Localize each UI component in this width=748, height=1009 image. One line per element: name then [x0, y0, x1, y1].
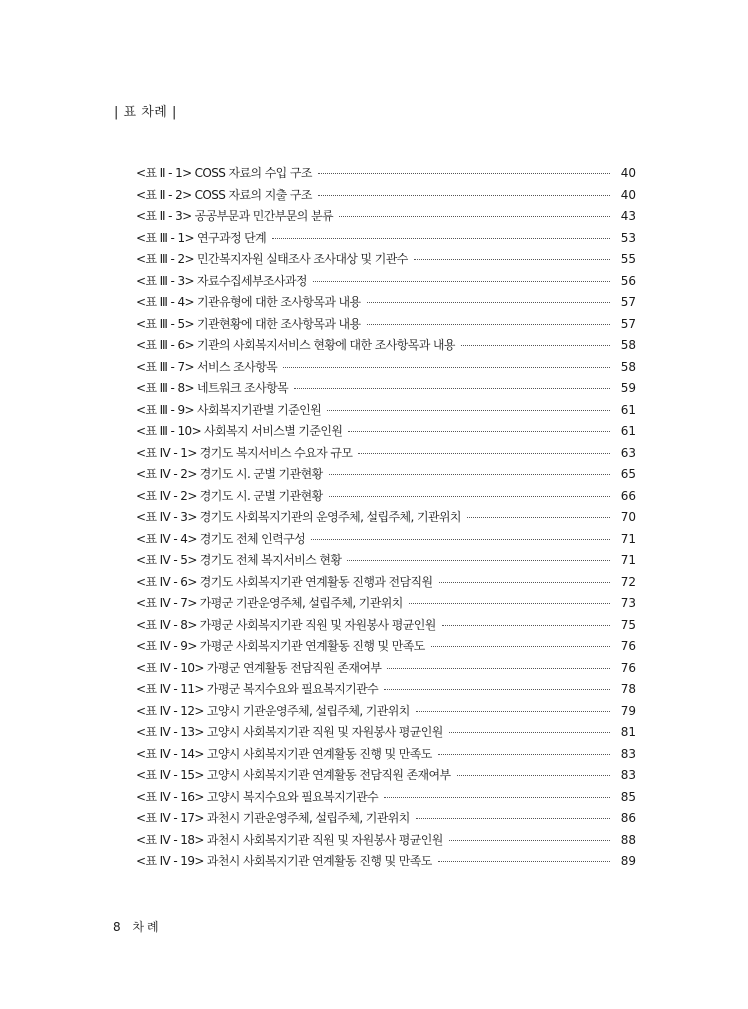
dot-leader	[439, 582, 611, 583]
dot-leader	[457, 775, 610, 776]
toc-entry[interactable]	[136, 207, 636, 229]
toc-entry-label: <표 Ⅳ - 18>	[136, 832, 204, 847]
dot-leader	[438, 861, 610, 862]
toc-entry[interactable]	[136, 788, 636, 810]
section-header: | 표 차례 |	[114, 105, 177, 120]
dot-leader	[318, 195, 610, 196]
toc-entry-page-number: 85	[620, 789, 636, 804]
toc-entry-label: <표 Ⅲ - 6>	[136, 338, 194, 352]
toc-entry[interactable]	[136, 831, 636, 853]
toc-entry-label: <표 Ⅳ - 12>	[136, 703, 204, 718]
toc-entry[interactable]	[136, 358, 636, 380]
dot-leader	[442, 625, 610, 626]
toc-entry[interactable]	[136, 487, 636, 509]
toc-entry-title: 경기도 전체 인력구성	[199, 531, 306, 546]
toc-entry[interactable]	[136, 444, 636, 466]
toc-entry-title: 사회복지기관별 기준인원	[196, 402, 322, 417]
toc-entry[interactable]	[136, 250, 636, 272]
toc-entry-title: 가평군 사회복지기관 연계활동 진행 및 만족도	[199, 639, 425, 653]
toc-entry[interactable]	[136, 465, 636, 487]
toc-entry-page-number: 78	[620, 682, 636, 696]
toc-entry-title: 네트워크 조사항목	[196, 381, 289, 395]
toc-entry[interactable]	[136, 272, 636, 294]
toc-entry-page-number: 73	[620, 596, 636, 610]
toc-entry-page-number: 86	[620, 811, 636, 825]
toc-entry-label: <표 Ⅲ - 4>	[136, 295, 194, 309]
toc-entry-label: <표 Ⅳ - 7>	[136, 596, 197, 610]
toc-entry-title: 기관의 사회복지서비스 현황에 대한 조사항목과 내용	[196, 338, 455, 352]
toc-entry-title: 과천시 기관운영주체, 설립주체, 기관위치	[206, 811, 410, 825]
toc-entry-title: 공공부문과 민간부문의 분류	[194, 209, 333, 223]
toc-entry-title: COSS 자료의 지출 구조	[194, 187, 312, 202]
toc-entry-label: <표 Ⅲ - 3>	[136, 273, 194, 288]
toc-entry-page-number: 72	[620, 574, 636, 589]
toc-entry-label: <표 Ⅳ - 16>	[136, 789, 204, 804]
toc-entry-page-number: 56	[620, 273, 636, 288]
toc-entry-title: 경기도 사회복지기관의 운영주체, 설립주체, 기관위치	[199, 510, 461, 524]
toc-entry-label: <표 Ⅳ - 13>	[136, 725, 204, 739]
toc-entry-title: 고양시 사회복지기관 연계활동 진행 및 만족도	[206, 746, 432, 761]
dot-leader	[467, 517, 610, 518]
dot-leader	[387, 668, 610, 669]
toc-entry[interactable]	[136, 852, 636, 874]
toc-entry-title: 고양시 복지수요와 필요복지기관수	[206, 789, 379, 804]
toc-entry-label: <표 Ⅱ - 3>	[136, 209, 192, 223]
dot-leader	[318, 173, 610, 174]
toc-entry-page-number: 76	[620, 639, 636, 653]
toc-entry-label: <표 Ⅳ - 17>	[136, 811, 204, 825]
toc-entry-label: <표 Ⅲ - 2>	[136, 252, 194, 266]
toc-entry-label: <표 Ⅳ - 3>	[136, 510, 197, 524]
toc-entry[interactable]	[136, 229, 636, 251]
toc-entry-title: 민간복지자원 실태조사 조사대상 및 기관수	[196, 252, 408, 266]
dot-leader	[358, 453, 610, 454]
toc-entry-label: <표 Ⅳ - 5>	[136, 553, 197, 567]
toc-entry[interactable]	[136, 680, 636, 702]
toc-entry-label: <표 Ⅲ - 9>	[136, 402, 194, 417]
toc-entry-page-number: 58	[620, 338, 636, 352]
toc-entry-page-number: 71	[620, 553, 636, 567]
toc-entry[interactable]	[136, 508, 636, 530]
toc-entry-title: 고양시 사회복지기관 직원 및 자원봉사 평균인원	[206, 725, 443, 739]
toc-entry-page-number: 76	[620, 660, 636, 675]
dot-leader	[327, 410, 610, 411]
toc-entry-page-number: 70	[620, 510, 636, 524]
toc-entry-title: 가평군 연계활동 전담직원 존재여부	[206, 660, 382, 675]
dot-leader	[313, 281, 610, 282]
dot-leader	[272, 238, 610, 239]
toc-entry[interactable]	[136, 573, 636, 595]
toc-entry-title: 연구과정 단계	[196, 230, 267, 245]
dot-leader	[384, 689, 610, 690]
toc-entry-title: 경기도 복지서비스 수요자 규모	[199, 445, 353, 460]
toc-entry-label: <표 Ⅳ - 2>	[136, 488, 197, 503]
toc-entry-title: COSS 자료의 수입 구조	[194, 166, 312, 180]
toc-entry-page-number: 81	[620, 725, 636, 739]
toc-entry-title: 가평군 사회복지기관 직원 및 자원봉사 평균인원	[199, 617, 436, 632]
toc-entry-label: <표 Ⅲ - 8>	[136, 381, 194, 395]
toc-entry-page-number: 65	[620, 467, 636, 481]
dot-leader	[348, 431, 610, 432]
toc-entry-label: <표 Ⅳ - 2>	[136, 467, 197, 481]
toc-entry[interactable]	[136, 551, 636, 573]
toc-entry-page-number: 59	[620, 381, 636, 395]
toc-entry-title: 과천시 사회복지기관 연계활동 진행 및 만족도	[206, 854, 432, 868]
toc-entry[interactable]	[136, 530, 636, 552]
toc-entry-label: <표 Ⅲ - 1>	[136, 230, 194, 245]
dot-leader	[329, 496, 610, 497]
toc-entry-label: <표 Ⅳ - 9>	[136, 639, 197, 653]
toc-entry-label: <표 Ⅱ - 2>	[136, 187, 192, 202]
dot-leader	[329, 474, 610, 475]
toc-entry-title: 가평군 기관운영주체, 설립주체, 기관위치	[199, 596, 403, 610]
dot-leader	[449, 840, 610, 841]
dot-leader	[283, 367, 610, 368]
dot-leader	[339, 216, 610, 217]
toc-entry[interactable]	[136, 637, 636, 659]
toc-entry[interactable]	[136, 401, 636, 423]
toc-entry-page-number: 40	[620, 187, 636, 202]
dot-leader	[449, 732, 610, 733]
toc-entry-page-number: 55	[620, 252, 636, 266]
toc-entry-page-number: 66	[620, 488, 636, 503]
toc-entry-title: 경기도 시. 군별 기관현황	[199, 467, 323, 481]
toc-entry-label: <표 Ⅳ - 4>	[136, 531, 197, 546]
toc-entry-page-number: 83	[620, 768, 636, 782]
toc-entry-page-number: 83	[620, 746, 636, 761]
toc-entry-label: <표 Ⅳ - 11>	[136, 682, 204, 696]
toc-entry[interactable]	[136, 723, 636, 745]
toc-entry-title: 가평군 복지수요와 필요복지기관수	[206, 682, 379, 696]
toc-entry-page-number: 57	[620, 316, 636, 331]
toc-entry-label: <표 Ⅱ - 1>	[136, 166, 192, 180]
toc-entry[interactable]	[136, 616, 636, 638]
toc-entry-title: 사회복지 서비스별 기준인원	[204, 424, 343, 438]
toc-entry-title: 고양시 기관운영주체, 설립주체, 기관위치	[206, 703, 410, 718]
toc-entry-page-number: 63	[620, 445, 636, 460]
dot-leader	[294, 388, 610, 389]
toc-entry-label: <표 Ⅳ - 1>	[136, 445, 197, 460]
footer-running-title: 차례	[132, 920, 162, 934]
dot-leader	[409, 603, 610, 604]
table-of-contents-list	[136, 164, 636, 874]
toc-entry[interactable]	[136, 594, 636, 616]
toc-entry-label: <표 Ⅳ - 10>	[136, 660, 204, 675]
toc-entry[interactable]	[136, 186, 636, 208]
toc-entry-page-number: 79	[620, 703, 636, 718]
dot-leader	[384, 797, 610, 798]
toc-entry-title: 경기도 전체 복지서비스 현황	[199, 553, 342, 567]
toc-entry-title: 과천시 사회복지기관 직원 및 자원봉사 평균인원	[206, 832, 443, 847]
toc-entry-label: <표 Ⅳ - 14>	[136, 746, 204, 761]
dot-leader	[367, 324, 610, 325]
toc-entry-title: 자료수집세부조사과정	[196, 273, 307, 288]
toc-entry-page-number: 43	[620, 209, 636, 223]
toc-entry-label: <표 Ⅳ - 8>	[136, 617, 197, 632]
toc-entry[interactable]	[136, 422, 636, 444]
dot-leader	[414, 259, 610, 260]
toc-entry[interactable]	[136, 745, 636, 767]
toc-entry-label: <표 Ⅳ - 6>	[136, 574, 197, 589]
dot-leader	[431, 646, 610, 647]
toc-entry-label: <표 Ⅳ - 15>	[136, 768, 204, 782]
dot-leader	[311, 539, 610, 540]
toc-entry-label: <표 Ⅲ - 10>	[136, 424, 202, 438]
toc-entry-label: <표 Ⅲ - 5>	[136, 316, 194, 331]
toc-entry-title: 고양시 사회복지기관 연계활동 전담직원 존재여부	[206, 768, 451, 782]
toc-entry-page-number: 58	[620, 359, 636, 374]
toc-entry-page-number: 75	[620, 617, 636, 632]
page-footer	[113, 918, 162, 935]
toc-entry[interactable]	[136, 766, 636, 788]
toc-entry-title: 서비스 조사항목	[196, 359, 278, 374]
toc-entry-page-number: 53	[620, 230, 636, 245]
dot-leader	[461, 345, 610, 346]
toc-entry[interactable]	[136, 659, 636, 681]
toc-entry[interactable]	[136, 336, 636, 358]
toc-entry[interactable]	[136, 293, 636, 315]
toc-entry-title: 경기도 시. 군별 기관현황	[199, 488, 323, 503]
toc-entry[interactable]	[136, 809, 636, 831]
toc-entry-page-number: 40	[620, 166, 636, 180]
dot-leader	[347, 560, 610, 561]
toc-entry-page-number: 61	[620, 402, 636, 417]
toc-entry-page-number: 61	[620, 424, 636, 438]
dot-leader	[438, 754, 610, 755]
toc-entry-label: <표 Ⅲ - 7>	[136, 359, 194, 374]
toc-entry[interactable]	[136, 315, 636, 337]
toc-entry-label: <표 Ⅳ - 19>	[136, 854, 204, 868]
dot-leader	[416, 818, 610, 819]
dot-leader	[367, 302, 610, 303]
toc-entry[interactable]	[136, 164, 636, 186]
dot-leader	[416, 711, 610, 712]
toc-entry-title: 기관현황에 대한 조사항목과 내용	[196, 316, 361, 331]
toc-entry-title: 경기도 사회복지기관 연계활동 진행과 전담직원	[199, 574, 433, 589]
toc-entry-page-number: 89	[620, 854, 636, 868]
toc-entry[interactable]	[136, 379, 636, 401]
toc-entry-title: 기관유형에 대한 조사항목과 내용	[196, 295, 361, 309]
toc-entry-page-number: 57	[620, 295, 636, 309]
toc-entry-page-number: 71	[620, 531, 636, 546]
footer-page-number: 8	[113, 920, 121, 934]
toc-entry[interactable]	[136, 702, 636, 724]
toc-entry-page-number: 88	[620, 832, 636, 847]
